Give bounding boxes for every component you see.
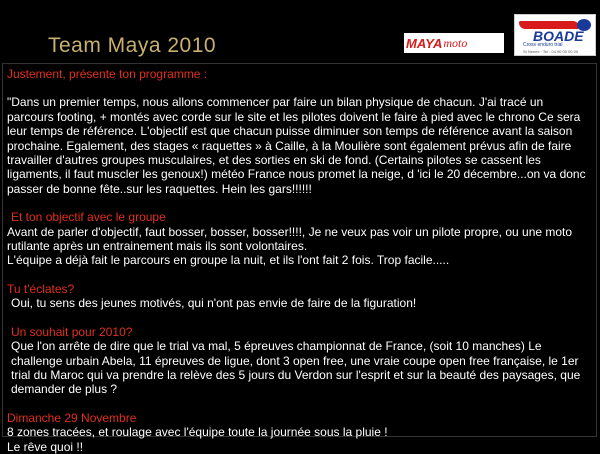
maya-logo-main: MAYA [406,35,443,51]
header [0,0,600,62]
answer-eclates: Oui, tu sens des jeunes motivés, qui n'ont pas envie de faire de la figuration! [11,296,417,311]
answer-objectif-1: Avant de parler d'objectif, faut bosser, bosser, bosser!!!!, Je ne veux pas voir un pilote propre, ou une moto rutilante après un entrainement mais ils sont volontaires. [7,224,573,254]
question-eclates: Tu t'éclates? [7,281,75,296]
answer-dimanche-2: Le rêve quoi !! [7,439,84,454]
boade-logo [514,14,596,56]
answer-programme: "Dans un premier temps, nous allons commencer par faire un bilan physique de chacun. J'ai tracé un parcours footing, + montés avec corde sur le site et les pilotes doivent le faire à pied avec le chrono Ce sera leur temps de référence. L'objectif est que chacun puisse diminuer son temps de référence avant la saison prochaine. Egalement, des stages « raquettes » à Caille, à la Moulière sont également prévus afin de faire travailler d'autres groupes musculaires, et des sorties en ski de fond. (Certains pilotes se cassent les ligaments, il faut muscler les genoux!) météo France nous promet la neige, d 'ici le 20 décembre...on va donc passer de bonne fête..sur les raquettes. Hein les gars!!!!!! [7,95,586,196]
boade-logo-line: St Nenex · Tel : 04 90 00 00 00 [523,49,579,54]
answer-dimanche-1: 8 zones tracées, et roulage avec l'équipe toute la journée sous la pluie ! [7,425,388,440]
interview-panel [2,63,597,454]
page-title: Team Maya 2010 [48,34,217,57]
boade-logo-sub: Cross enduro trial [523,42,563,48]
answer-souhait: Que l'on arrête de dire que le trial va mal, 5 épreuves championnat de France, (soit 10 manches) Le challenge urbain Abela, 11 épreuves de ligue, dont 3 open free, une vraie coupe open free française, le 1er trial du Maroc qui va prendre la relève des 5 jours du Verdon sur l'esprit et sur la beauté des paysages, que demander de plus ? [11,339,581,397]
question-objectif: Et ton objectif avec le groupe [11,210,166,225]
question-souhait: Un souhait pour 2010? [11,324,133,339]
heading-dimanche: Dimanche 29 Novembre [7,410,137,425]
question-programme: Justement, présente ton programme : [7,67,208,81]
maya-logo-sub: moto [443,35,468,50]
boade-logo-name: BOADE [533,28,584,44]
answer-objectif-2: L'équipe a déjà fait le parcours en groupe la nuit, et ils l'ont fait 2 fois. Trop facile..... [7,253,450,268]
maya-moto-logo [404,33,504,53]
